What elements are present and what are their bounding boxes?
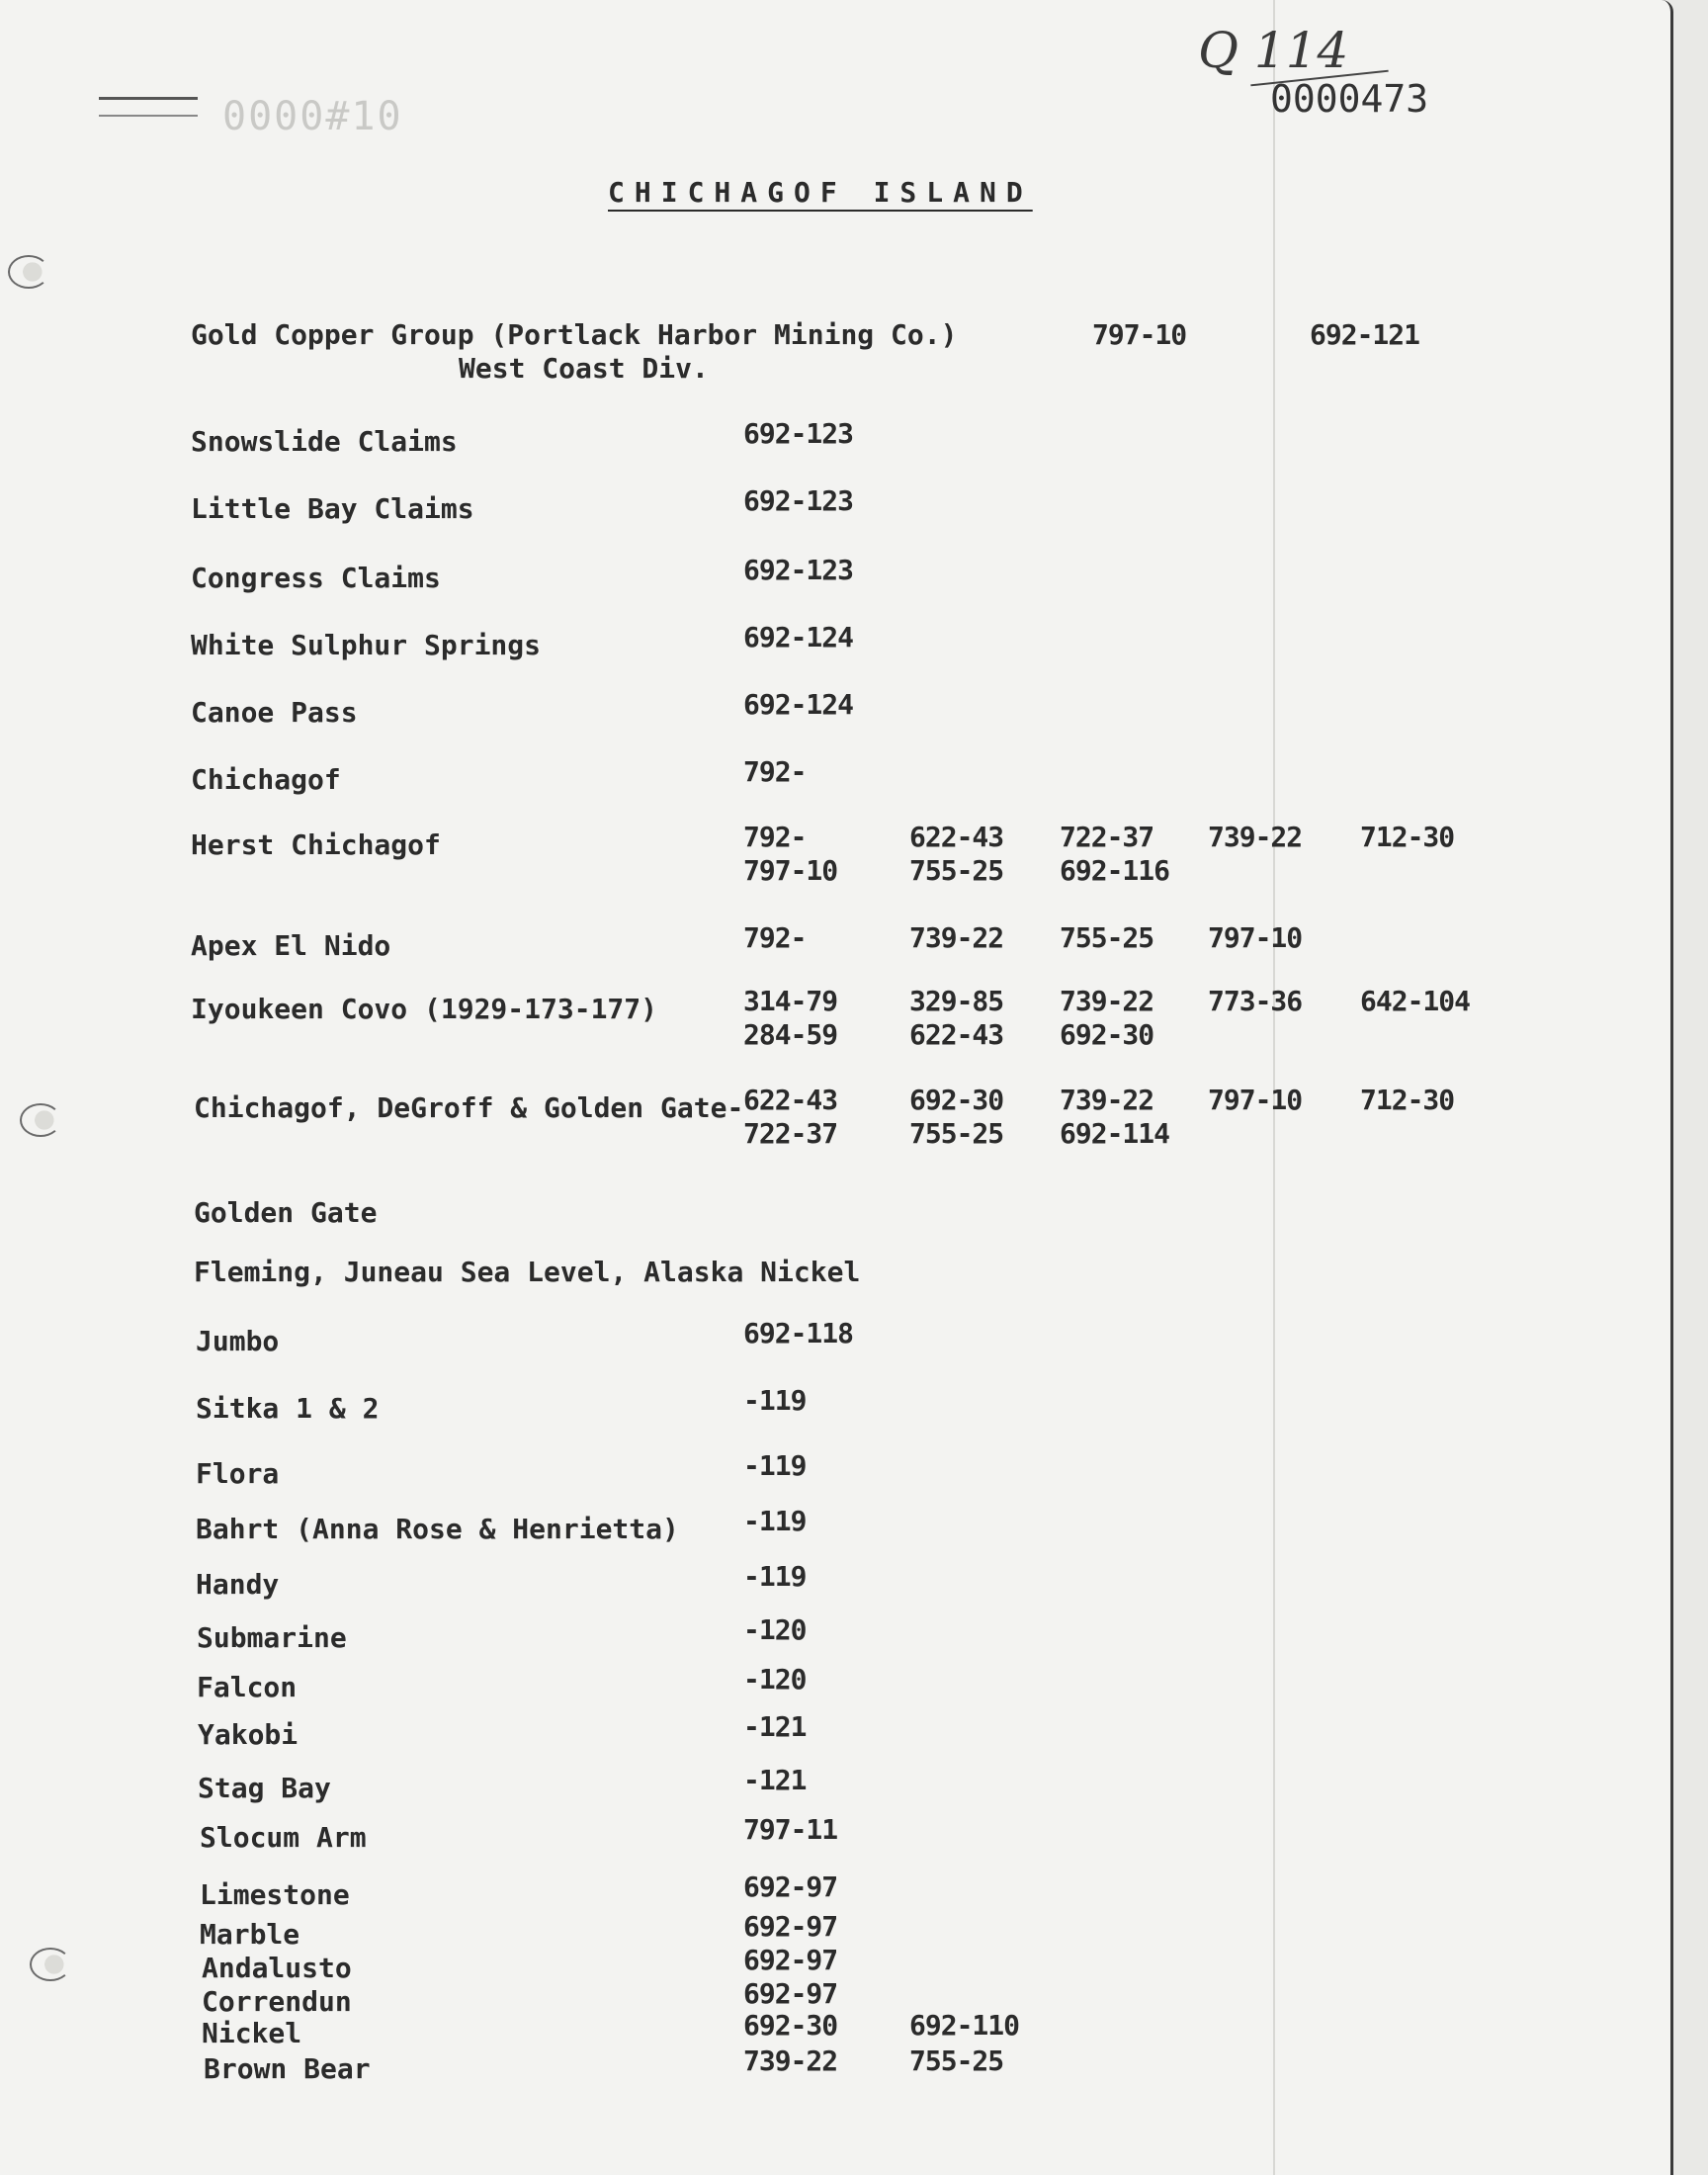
entry-subtitle: West Coast Div. — [459, 352, 709, 385]
entry-name: White Sulphur Springs — [191, 629, 542, 661]
reference-number: 797-11 — [743, 1813, 838, 1846]
reference-number: 739-22 — [1208, 821, 1303, 853]
entry-name: Yakobi — [198, 1718, 299, 1751]
reference-number: 692-97 — [743, 1944, 838, 1976]
reference-number: 797-10 — [743, 854, 838, 887]
reference-number: 692-30 — [909, 1084, 1004, 1116]
entry-name: Fleming, Juneau Sea Level, Alaska Nickel — [194, 1256, 861, 1288]
page-title: CHICHAGOF ISLAND — [608, 176, 1033, 209]
reference-number: -121 — [743, 1764, 807, 1796]
entry-name: Marble — [200, 1918, 300, 1951]
reference-number: 755-25 — [909, 854, 1004, 887]
entry-name: Bahrt (Anna Rose & Henrietta) — [196, 1513, 679, 1545]
entry-name: Slocum Arm — [200, 1821, 367, 1854]
entry-name: Snowslide Claims — [191, 425, 458, 458]
header-rule — [99, 97, 198, 100]
entry-name: Stag Bay — [198, 1772, 331, 1804]
reference-number: 755-25 — [909, 1117, 1004, 1150]
reference-number: 692-124 — [743, 688, 854, 721]
entry-name: Andalusto — [202, 1952, 352, 1984]
reference-number: 692-114 — [1060, 1117, 1170, 1150]
entry-name: Flora — [196, 1457, 280, 1490]
entry-name: Canoe Pass — [191, 696, 358, 729]
entry-name: Handy — [196, 1568, 280, 1601]
reference-number: 692-123 — [743, 554, 854, 586]
reference-number: 692-123 — [743, 484, 854, 517]
reference-number: 773-36 — [1208, 985, 1303, 1017]
reference-number: 739-22 — [743, 2044, 838, 2077]
punch-hole — [20, 1103, 61, 1137]
entry-name: Congress Claims — [191, 562, 441, 594]
reference-number: -119 — [743, 1449, 807, 1482]
reference-number: 722-37 — [743, 1117, 838, 1150]
entry-name: Little Bay Claims — [191, 492, 474, 525]
reference-number: 755-25 — [1060, 921, 1154, 954]
reference-number: 622-43 — [909, 821, 1004, 853]
reference-number: 797-10 — [1092, 318, 1187, 351]
reference-number: 739-22 — [909, 921, 1004, 954]
handwritten-code: Q 114 — [1198, 22, 1349, 79]
reference-number: 692-97 — [743, 1870, 838, 1903]
reference-number: 722-37 — [1060, 821, 1154, 853]
reference-number: 755-25 — [909, 2044, 1004, 2077]
reference-number: 622-43 — [743, 1084, 838, 1116]
reference-number: -121 — [743, 1710, 807, 1743]
reference-number: 792- — [743, 821, 807, 853]
reference-number: 692-118 — [743, 1317, 854, 1349]
reference-number: 712-30 — [1360, 821, 1455, 853]
reference-number: 314-79 — [743, 985, 838, 1017]
entry-name: Chichagof — [191, 763, 341, 796]
reference-number: 797-10 — [1208, 921, 1303, 954]
reference-number: 692-30 — [1060, 1018, 1154, 1051]
reference-number: -119 — [743, 1560, 807, 1593]
reference-number: 692-124 — [743, 621, 854, 653]
entry-name: Apex El Nido — [191, 929, 391, 962]
entry-name: Iyoukeen Covo (1929-173-177) — [191, 993, 658, 1025]
reference-number: 284-59 — [743, 1018, 838, 1051]
reference-number: 712-30 — [1360, 1084, 1455, 1116]
reference-number: 739-22 — [1060, 1084, 1154, 1116]
entry-name: Golden Gate — [194, 1196, 378, 1229]
entry-name: Chichagof, DeGroff & Golden Gate- — [194, 1091, 744, 1124]
reference-number: -120 — [743, 1663, 807, 1696]
reference-number: 642-104 — [1360, 985, 1471, 1017]
header-rule — [99, 115, 198, 117]
entry-name: Limestone — [200, 1878, 350, 1911]
reference-number: 692-97 — [743, 1910, 838, 1943]
entry-name: Brown Bear — [204, 2052, 371, 2085]
reference-number: 692-30 — [743, 2009, 838, 2042]
reference-number: 329-85 — [909, 985, 1004, 1017]
document-number: 0000473 — [1270, 77, 1429, 121]
punch-hole — [30, 1948, 71, 1981]
reference-number: 797-10 — [1208, 1084, 1303, 1116]
entry-name: Jumbo — [196, 1325, 280, 1357]
reference-number: -119 — [743, 1384, 807, 1417]
entry-name: Nickel — [202, 2017, 302, 2049]
reference-number: 692-123 — [743, 417, 854, 450]
entry-name: Submarine — [197, 1621, 347, 1654]
reference-number: 692-110 — [909, 2009, 1020, 2042]
reference-number: 792- — [743, 921, 807, 954]
entry-name: Herst Chichagof — [191, 828, 441, 861]
entry-name: Correndun — [202, 1985, 352, 2018]
reference-number: 692-121 — [1310, 318, 1420, 351]
faint-stamp: 0000#10 — [222, 94, 403, 139]
punch-hole — [8, 255, 49, 289]
reference-number: 792- — [743, 755, 807, 788]
reference-number: 692-116 — [1060, 854, 1170, 887]
reference-number: 622-43 — [909, 1018, 1004, 1051]
entry-name: Falcon — [197, 1671, 298, 1703]
reference-number: 739-22 — [1060, 985, 1154, 1017]
reference-number: -119 — [743, 1505, 807, 1537]
reference-number: -120 — [743, 1613, 807, 1646]
entry-name: Gold Copper Group (Portlack Harbor Mining Co.) — [191, 318, 958, 351]
entry-name: Sitka 1 & 2 — [196, 1392, 380, 1425]
reference-number: 692-97 — [743, 1977, 838, 2010]
